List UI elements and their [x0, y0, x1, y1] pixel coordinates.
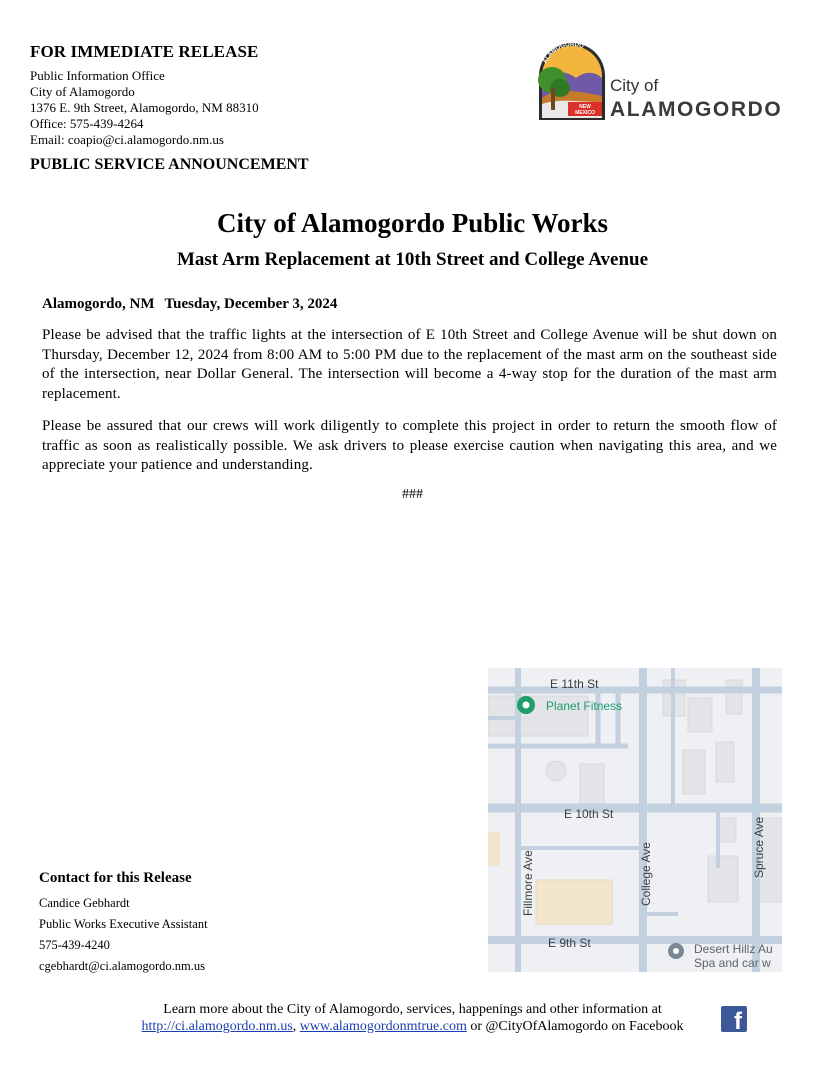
office-address: 1376 E. 9th Street, Alamogordo, NM 88310: [30, 100, 259, 115]
body-paragraph: Please be assured that our crews will work diligently to complete this project in order to return the smooth flow of traffic as soon as realistically possible. We ask drivers to please exercise caution when navigating this area, and we appreciate your patience and understanding.: [42, 418, 777, 473]
contact-block: [39, 870, 208, 977]
seal-badge-new: NEW: [579, 104, 591, 110]
release-type: FOR IMMEDIATE RELEASE: [30, 42, 259, 61]
dateline-location: Alamogordo, NM: [42, 296, 155, 312]
body-paragraph: Please be advised that the traffic lights at the intersection of E 10th Street and College Avenue will be shut down on Thursday, December 12, 2024 from 8:00 AM to 5:00 PM due to the replacement of the mast arm on the southeast side of the intersection, near Dollar General. The intersection will become a 4-way stop for the duration of the mast arm replacement.: [42, 327, 777, 402]
end-mark: ###: [402, 487, 423, 502]
location-map: [488, 668, 782, 972]
map-label-desert-hillz-sub[interactable]: Spa and car w: [694, 956, 771, 970]
city-seal-icon: [538, 40, 606, 120]
map-label-college: College Ave: [639, 842, 653, 906]
map-pin-icon[interactable]: [517, 696, 535, 714]
announcement-type: PUBLIC SERVICE ANNOUNCEMENT: [30, 156, 309, 173]
office-line: City of Alamogordo: [30, 84, 135, 99]
seal-arc-text: ALAMOGORDO: [542, 41, 585, 65]
map-poi-icon[interactable]: [668, 943, 684, 959]
map-label-e11th: E 11th St: [550, 677, 599, 691]
footer-text: Learn more about the City of Alamogordo, services, happenings and other information at: [163, 1002, 662, 1017]
contact-name: Candice Gebhardt: [39, 896, 130, 910]
map-label-spruce: Spruce Ave: [752, 816, 766, 878]
seal-badge-mexico: MEXICO: [575, 110, 595, 116]
contact-title: Public Works Executive Assistant: [39, 917, 208, 931]
map-label-e9th: E 9th St: [548, 936, 591, 950]
website-link-2[interactable]: www.alamogordonmtrue.com: [299, 1019, 467, 1034]
facebook-icon[interactable]: f: [721, 1006, 747, 1032]
office-info: [30, 68, 259, 148]
contact-phone: 575-439-4240: [39, 938, 110, 952]
page-subtitle: Mast Arm Replacement at 10th Street and College Avenue: [176, 249, 649, 270]
map-label-planet-fitness[interactable]: Planet Fitness: [546, 699, 623, 713]
map-label-e10th: E 10th St: [564, 807, 614, 821]
office-phone: Office: 575-439-4264: [30, 116, 144, 131]
map-label-fillmore: Fillmore Ave: [521, 850, 535, 916]
office-email: Email: coapio@ci.alamogordo.nm.us: [30, 132, 224, 147]
dateline: [42, 296, 347, 313]
map-label-desert-hillz[interactable]: Desert Hillz Au: [694, 942, 773, 956]
footer: [0, 1001, 825, 1035]
city-logo: [538, 40, 798, 122]
dateline-date: Tuesday, December 3, 2024: [164, 296, 338, 312]
logo-city-name: ALAMOGORDO: [610, 98, 783, 121]
website-link[interactable]: http://ci.alamogordo.nm.us: [141, 1019, 293, 1034]
footer-separator: ,: [292, 1019, 300, 1034]
office-line: Public Information Office: [30, 68, 165, 83]
footer-tail: or @CityOfAlamogordo on Facebook: [466, 1019, 684, 1034]
contact-heading: Contact for this Release: [39, 870, 192, 886]
page-title: City of Alamogordo Public Works: [216, 208, 609, 238]
footer-links: [0, 1018, 825, 1035]
contact-email: cgebhardt@ci.alamogordo.nm.us: [39, 959, 205, 973]
logo-city-of: City of: [610, 76, 659, 95]
